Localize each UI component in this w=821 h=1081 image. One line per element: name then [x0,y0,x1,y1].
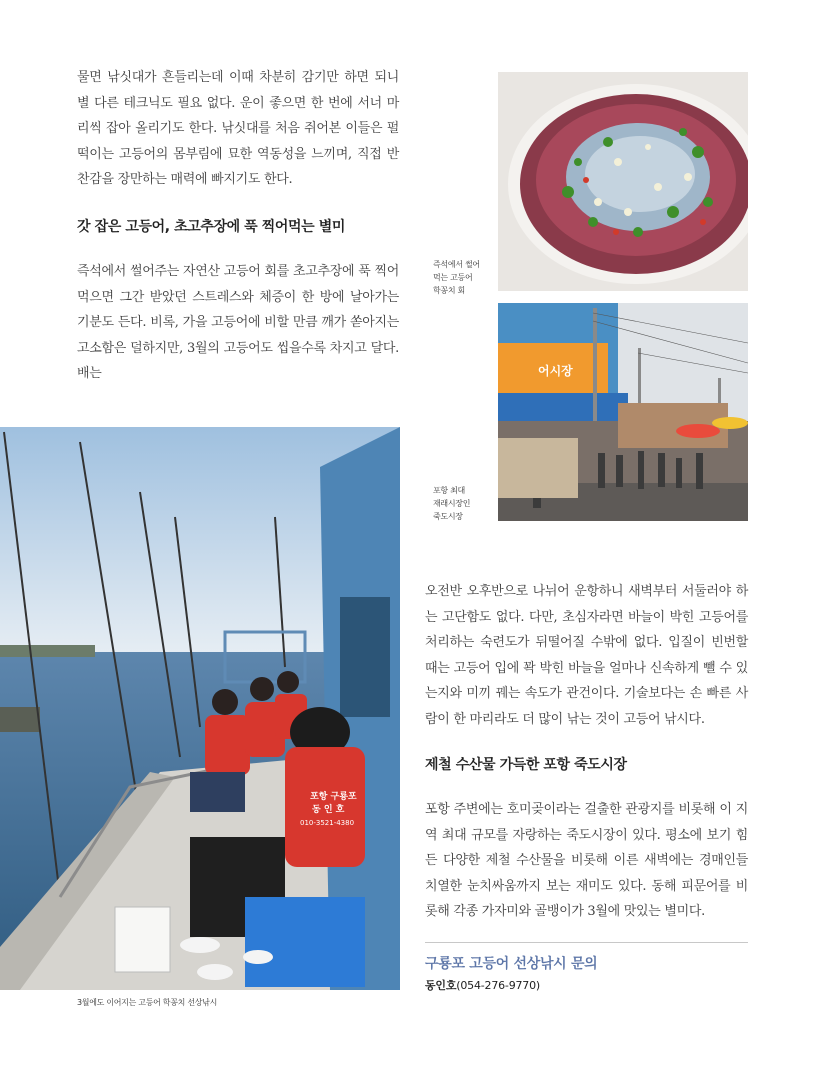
inquiry-contact [425,977,748,993]
market-sign-text: 어시장 [538,364,573,378]
contact-name: 동인호 [425,979,457,992]
intro-paragraph: 물면 낚싯대가 흔들리는데 이때 차분히 감기만 하면 되니 별 다른 테크닉도 필요 없다. 운이 좋으면 한 번에 서너 마리씩 잡아 올리기도 한다. 낚싯대를 처음 쥐어본 이들은 펄떡이는 고등어의 몸부림에 묘한 역동성을 느끼며, 직접 반찬감을 장만하는 매력에 빠지기도 한다. [77,70,399,187]
divider [425,942,748,943]
market-paragraph: 포항 주변에는 호미곶이라는 걸출한 관광지를 비롯해 이 지역 최대 규모를 자랑하는 죽도시장이 있다. 평소에 보기 힘든 다양한 제철 수산물을 비롯해 이른 새벽에는 경매인들 치열한 눈치싸움까지 보는 재미도 있다. 동해 피문어를 비롯해 각종 가자미와 골뱅이가 3월에 맛있는 별미다. [425,802,748,919]
fishing-method-paragraph: 오전반 오후반으로 나뉘어 운항하니 새벽부터 서둘러야 하는 고단함도 없다. 다만, 초심자라면 바늘이 박힌 고등어를 처리하는 숙련도가 뒤떨어질 수밖에 없다. 입질이 빈번할 때는 고등어 입에 꽉 박힌 바늘을 얼마나 신속하게 뺄 수 있는지와 미끼 꿰는 속도가 관건이다. 기술보다는 손 빠른 사람이 한 마리라도 더 많이 낚는 것이 고등어 낚시다. [425,584,748,727]
sashimi-photo-caption: 즉석에서 썰어 먹는 고등어 학꽁치 회 [433,260,480,295]
section-heading-sashimi: 갓 잡은 고등어, 초고추장에 푹 찍어먹는 별미 [77,219,345,235]
section-heading-market: 제철 수산물 가득한 포항 죽도시장 [425,757,627,773]
vest-text-line1: 포항 구룡포 [310,792,357,802]
vest-text-line2: 동 인 호 [312,805,345,815]
inquiry-title: 구룡포 고등어 선상낚시 문의 [425,956,598,972]
mackerel-sashimi-photo [498,72,748,291]
contact-phone: (054-276-9770) [456,979,540,992]
jukdo-market-photo [498,303,748,521]
vest-phone: 010-3521-4380 [300,819,355,827]
boat-fishing-photo [0,427,400,990]
market-photo-caption: 포항 최대 재래시장인 죽도시장 [433,486,471,521]
sashimi-paragraph: 즉석에서 썰어주는 자연산 고등어 회를 초고추장에 푹 찍어 먹으면 그간 받았던 스트레스와 체증이 한 방에 날아가는 기분도 든다. 비록, 가을 고등어에 비할 만큼 깨가 쏟아지는 고소함은 덜하지만, 3월의 고등어도 씹을수록 차지고 달다. 배는 [77,264,399,381]
boat-photo-caption: 3월에도 이어지는 고등어 학꽁치 선상낚시 [77,998,218,1007]
